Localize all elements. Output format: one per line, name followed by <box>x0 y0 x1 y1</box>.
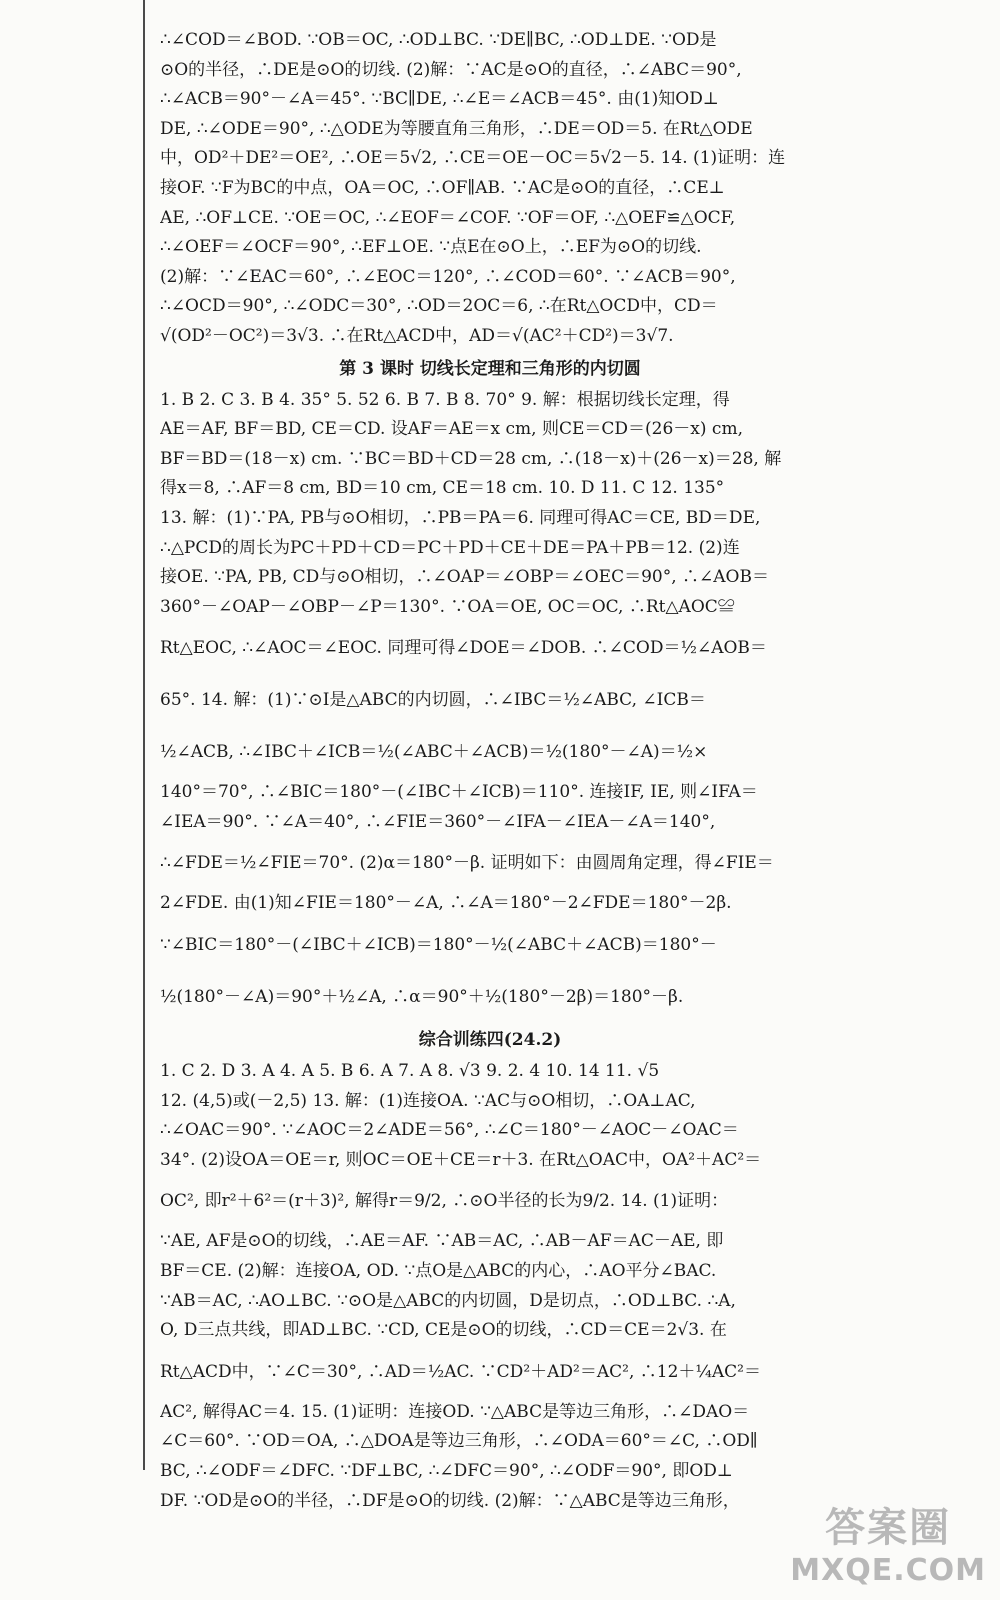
text-line: 140°＝70°, ∴∠BIC＝180°－(∠IBC＋∠ICB)＝110°. 连接IF, IE, 则∠IFA＝ <box>160 782 758 803</box>
text-line: O, D三点共线，即AD⊥BC. ∵CD, CE是⊙O的切线，∴CD＝CE＝2√3. 在 <box>160 1320 727 1341</box>
text-line: 2∠FDE. 由(1)知∠FIE＝180°－∠A, ∴∠A＝180°－2∠FDE＝180°－2β. <box>160 893 732 914</box>
text-line: ∴∠ACB＝90°－∠A＝45°. ∵BC∥DE, ∴∠E＝∠ACB＝45°. 由(1)知OD⊥ <box>160 89 719 110</box>
text-line: √(OD²－OC²)＝3√3. ∴在Rt△ACD中，AD＝√(AC²＋CD²)＝3√7. <box>160 325 674 346</box>
text-line: ∵AB＝AC, ∴AO⊥BC. ∵⊙O是△ABC的内切圆，D是切点，∴OD⊥BC. ∴A, <box>160 1290 736 1311</box>
section-heading-review4: 综合训练四(24.2) <box>418 1030 562 1051</box>
text-line: ∠IEA＝90°. ∵∠A＝40°, ∴∠FIE＝360°－∠IFA－∠IEA－∠A＝140°, <box>160 811 716 832</box>
text-line: ∵∠BIC＝180°－(∠IBC＋∠ICB)＝180°－½(∠ABC＋∠ACB)＝180°－ <box>160 935 717 956</box>
text-line: 360°－∠OAP－∠OBP－∠P＝130°. ∵OA＝OE, OC＝OC, ∴Rt△AOC≌ <box>160 596 735 617</box>
text-line: ½∠ACB, ∴∠IBC＋∠ICB＝½(∠ABC＋∠ACB)＝½(180°－∠A)＝½× <box>160 742 708 763</box>
text-line: Rt△EOC, ∴∠AOC＝∠EOC. 同理可得∠DOE＝∠DOB. ∴∠COD＝½∠AOB＝ <box>160 638 767 659</box>
left-margin-rule <box>143 0 145 1470</box>
text-line: ½(180°－∠A)＝90°＋½∠A, ∴α＝90°＋½(180°－2β)＝180°－β. <box>160 987 684 1008</box>
text-line: ∴∠COD＝∠BOD. ∵OB＝OC, ∴OD⊥BC. ∵DE∥BC, ∴OD⊥DE. ∵OD是 <box>160 30 717 50</box>
text-line: BC, ∴∠ODF＝∠DFC. ∵DF⊥BC, ∴∠DFC＝90°, ∴∠ODF＝90°, 即OD⊥ <box>160 1461 733 1481</box>
watermark-text: 答案圈 <box>825 1505 952 1551</box>
watermark-logo <box>790 1496 986 1588</box>
text-line: 12. (4,5)或(－2,5) 13. 解：(1)连接OA. ∵AC与⊙O相切，∴OA⊥AC, <box>160 1090 696 1111</box>
text-line: ⊙O的半径，∴DE是⊙O的切线. (2)解：∵AC是⊙O的直径，∴∠ABC＝90°, <box>160 59 742 80</box>
text-line: ∴∠OAC＝90°. ∵∠AOC＝2∠ADE＝56°, ∴∠C＝180°－∠AOC－∠OAC＝ <box>160 1120 739 1141</box>
answer-page <box>160 26 820 1516</box>
text-line: 34°. (2)设OA＝OE＝r, 则OC＝OE＋CE＝r＋3. 在Rt△OAC中，OA²＋AC²＝ <box>160 1149 762 1170</box>
text-line: 接OF. ∵F为BC的中点，OA＝OC, ∴OF∥AB. ∵AC是⊙O的直径，∴CE⊥ <box>160 177 725 198</box>
text-line: 得x＝8, ∴AF＝8 cm, BD＝10 cm, CE＝18 cm. 10. D 11. C 12. 135° <box>160 478 725 499</box>
text-line: BF＝CE. (2)解：连接OA, OD. ∵点O是△ABC的内心，∴AO平分∠BAC. <box>160 1261 717 1282</box>
text-line: OC², 即r²＋6²＝(r＋3)², 解得r＝9/2, ∴⊙O半径的长为9/2. 14. (1)证明： <box>160 1191 729 1212</box>
text-line: DF. ∵OD是⊙O的半径，∴DF是⊙O的切线. (2)解：∵△ABC是等边三角形， <box>160 1490 740 1511</box>
text-line: ∠C＝60°. ∵OD＝OA, ∴△DOA是等边三角形，∴∠ODA＝60°＝∠C, ∴OD∥ <box>160 1431 758 1452</box>
text-line: 1. B 2. C 3. B 4. 35° 5. 52 6. B 7. B 8. 70° 9. 解：根据切线长定理，得 <box>160 389 730 410</box>
text-line: DE, ∴∠ODE＝90°, ∴△ODE为等腰直角三角形，∴DE＝OD＝5. 在Rt△ODE <box>160 118 753 139</box>
text-line: ∴∠FDE＝½∠FIE＝70°. (2)α＝180°－β. 证明如下：由圆周角定理，得∠FIE＝ <box>160 853 774 874</box>
text-line: ∵AE, AF是⊙O的切线，∴AE＝AF. ∵AB＝AC, ∴AB－AF＝AC－AE, 即 <box>160 1231 724 1252</box>
text-line: ∴△PCD的周长为PC＋PD＋CD＝PC＋PD＋CE＋DE＝PA＋PB＝12. (2)连 <box>160 537 740 558</box>
text-line: 接OE. ∵PA, PB, CD与⊙O相切，∴∠OAP＝∠OBP＝∠OEC＝90°, ∴∠AOB＝ <box>160 567 769 588</box>
text-line: ∴∠OCD＝90°, ∴∠ODC＝30°, ∴OD＝2OC＝6, ∴在Rt△OCD中，CD＝ <box>160 296 718 317</box>
text-line: 65°. 14. 解：(1)∵⊙I是△ABC的内切圆，∴∠IBC＝½∠ABC, ∠ICB＝ <box>160 690 706 711</box>
text-line: 中，OD²＋DE²＝OE², ∴OE＝5√2, ∴CE＝OE－OC＝5√2－5. 14. (1)证明：连 <box>160 148 786 169</box>
text-line: AC², 解得AC＝4. 15. (1)证明：连接OD. ∵△ABC是等边三角形，∴∠DAO＝ <box>160 1401 750 1422</box>
text-line: (2)解：∵∠EAC＝60°, ∴∠EOC＝120°, ∴∠COD＝60°. ∵∠ACB＝90°, <box>160 266 736 287</box>
text-line: AE, ∴OF⊥CE. ∵OE＝OC, ∴∠EOF＝∠COF. ∵OF＝OF, ∴△OEF≌△OCF, <box>160 207 736 228</box>
text-line: 13. 解：(1)∵PA, PB与⊙O相切，∴PB＝PA＝6. 同理可得AC＝CE, BD＝DE, <box>160 507 761 528</box>
section-heading-lesson3: 第 3 课时 切线长定理和三角形的内切圆 <box>339 358 641 379</box>
text-line: ∴∠OEF＝∠OCF＝90°, ∴EF⊥OE. ∵点E在⊙O上，∴EF为⊙O的切线. <box>160 237 702 258</box>
watermark-url: MXQE.COM <box>790 1553 986 1588</box>
text-line: BF＝BD＝(18－x) cm. ∵BC＝BD＋CD＝28 cm, ∴(18－x)＋(26－x)＝28, 解 <box>160 448 782 469</box>
text-line: Rt△ACD中，∵∠C＝30°, ∴AD＝½AC. ∵CD²＋AD²＝AC², ∴12＋¼AC²＝ <box>160 1361 761 1382</box>
text-line: AE＝AF, BF＝BD, CE＝CD. 设AF＝AE＝x cm, 则CE＝CD＝(26－x) cm, <box>160 419 743 440</box>
text-line: 1. C 2. D 3. A 4. A 5. B 6. A 7. A 8. √3 9. 2. 4 10. 14 11. √5 <box>160 1061 660 1082</box>
